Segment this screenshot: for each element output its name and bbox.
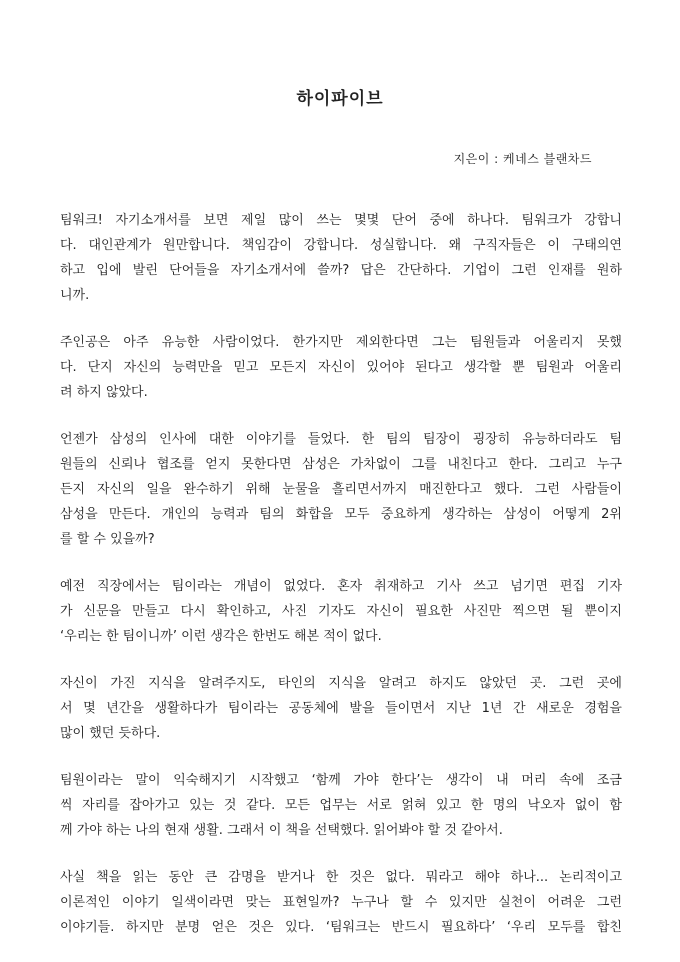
text-line: 려 하지 않았다.: [60, 385, 148, 400]
text-line: 든지 자신의 일을 완수하기 위해 눈물을 흘리면서까지 매진한다고 했다. 그런 사람들이: [60, 482, 622, 497]
text-line: 많이 했던 듯하다.: [60, 726, 161, 741]
text-line: 다. 대인관계가 원만합니다. 책임감이 강합니다. 성실합니다. 왜 구직자들은 이 구태의연: [60, 238, 622, 253]
text-line: 다. 단지 자신의 능력만을 믿고 모든지 자신이 있어야 된다고 생각할 뿐 팀원과 어울리: [60, 360, 622, 375]
text-line: 주인공은 아주 유능한 사람이었다. 한가지만 제외한다면 그는 팀원들과 어울리지 못했: [60, 335, 622, 350]
text-line: 이야기들. 하지만 분명 얻은 것은 있다. ‘팀워크는 반드시 필요하다’ ‘우리 모두를 합친: [60, 920, 622, 935]
text-line: 사실 책을 읽는 동안 큰 감명을 받거나 한 것은 없다. 뭐라고 해야 하나... 논리적이고: [60, 870, 622, 885]
text-line: 원들의 신뢰나 협조를 얻지 못한다면 삼성은 가차없이 그를 내친다고 한다. 그리고 누구: [60, 457, 622, 472]
text-line: 니까.: [60, 288, 90, 303]
paragraph: [60, 865, 622, 940]
text-line: 삼성을 만든다. 개인의 능력과 팀의 화합을 모두 중요하게 생각하는 삼성이 어떻게 2위: [60, 507, 622, 522]
text-line: 께 가야 하는 나의 현재 생활. 그래서 이 책을 선택했다. 읽어봐야 할 것 같아서.: [60, 823, 503, 838]
text-line: 를 할 수 있을까?: [60, 532, 155, 547]
text-line: 팀원이라는 말이 익숙해지기 시작했고 ‘함께 가야 한다’는 생각이 내 머리 속에 조금: [60, 773, 622, 788]
paragraph: [60, 427, 622, 552]
text-line: 씩 자리를 잡아가고 있는 것 같다. 모든 업무는 서로 얽혀 있고 한 명의 낙오자 없이 함: [60, 798, 622, 813]
text-line: 이론적인 이야기 일색이라면 맞는 표현일까? 누구나 할 수 있지만 실천이 어려운 그런: [60, 895, 622, 910]
text-line: 팀워크! 자기소개서를 보면 제일 많이 쓰는 몇몇 단어 중에 하나다. 팀워크가 강합니: [60, 213, 622, 228]
text-line: 하고 입에 발린 단어들을 자기소개서에 쓸까? 답은 간단하다. 기업이 그런 인재를 원하: [60, 263, 622, 278]
text-line: ‘우리는 한 팀이니까’ 이런 생각은 한번도 해본 적이 없다.: [60, 629, 382, 644]
paragraph: [60, 768, 622, 843]
paragraph: [60, 574, 622, 649]
paragraph: [60, 671, 622, 746]
text-line: 예전 직장에서는 팀이라는 개념이 없었다. 혼자 취재하고 기사 쓰고 넘기면 편집 기자: [60, 579, 622, 594]
text-line: 언젠가 삼성의 인사에 대한 이야기를 들었다. 한 팀의 팀장이 굉장히 유능하더라도 팀: [60, 432, 622, 447]
text-line: 서 몇 년간을 생활하다가 팀이라는 공동체에 발을 들이면서 지난 1년 간 새로운 경험을: [60, 701, 622, 716]
paragraph: [60, 330, 622, 405]
document-body: [60, 208, 622, 962]
author-line: 지은이 : 케네스 블랜차드: [453, 152, 592, 166]
document-title: 하이파이브: [296, 89, 384, 109]
text-line: 가 신문을 만들고 다시 확인하고, 사진 기자도 자신이 필요한 사진만 찍으면 될 뿐이지: [60, 604, 622, 619]
paragraph: [60, 208, 622, 308]
text-line: 자신이 가진 지식을 알려주지도, 타인의 지식을 알려고 하지도 않았던 곳. 그런 곳에: [60, 676, 622, 691]
